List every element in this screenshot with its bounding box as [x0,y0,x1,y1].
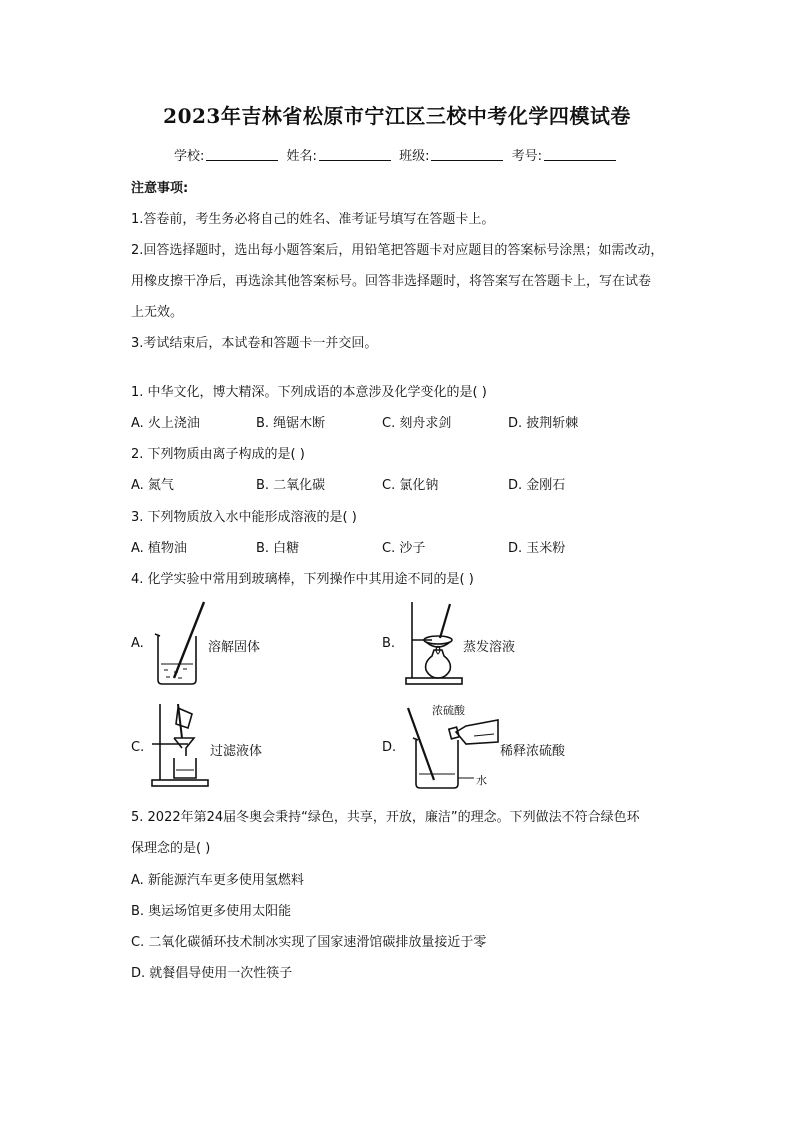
q4-option-b[interactable]: B. [382,636,396,651]
q5-option-a[interactable]: A. 新能源汽车更多使用氢燃料 [131,873,304,888]
q3-option-b[interactable]: B. 白糖 [256,541,300,556]
q3-option-a[interactable]: A. 植物油 [131,541,187,556]
q5-stem-line-1: 5. 2022年第24届冬奥会秉持“绿色，共享，开放，廉洁”的理念。下列做法不符合绿色环 [131,810,640,825]
notice-item-2-line-1: 2.回答选择题时，选出每小题答案后，用铅笔把答题卡对应题目的答案标号涂黑；如需改动， [131,243,664,258]
exam-no-blank[interactable] [544,148,616,161]
q3-option-d[interactable]: D. 玉米粉 [508,541,566,556]
q4-label-d: 稀释浓硫酸 [500,744,566,759]
q4-option-c[interactable]: C. [131,740,145,755]
notice-item-1: 1.答卷前，考生务必将自己的姓名、准考证号填写在答题卡上。 [131,212,495,227]
q5-option-c[interactable]: C. 二氧化碳循环技术制冰实现了国家速滑馆碳排放量接近于零 [131,935,487,950]
q1-stem: 1. 中华文化，博大精深。下列成语的本意涉及化学变化的是( ) [131,385,487,400]
notice-heading: 注意事项: [131,181,189,196]
q2-option-b[interactable]: B. 二氧化碳 [256,478,326,493]
q4-label-b: 蒸发溶液 [463,640,516,655]
q4-option-d[interactable]: D. [382,740,397,755]
q4-label-c: 过滤液体 [210,744,263,759]
beaker-stirring-icon [150,598,210,688]
name-blank[interactable] [319,148,391,161]
q1-option-a[interactable]: A. 火上浇油 [131,416,200,431]
q1-option-d[interactable]: D. 披荆斩棘 [508,416,579,431]
q2-stem: 2. 下列物质由离子构成的是( ) [131,447,305,462]
notice-item-3: 3.考试结束后，本试卷和答题卡一并交回。 [131,336,378,351]
school-label: 学校: [174,149,205,164]
evaporation-setup-icon [402,598,466,690]
filtration-setup-icon [148,700,212,792]
school-blank[interactable] [206,148,278,161]
student-info-line [0,145,794,164]
q2-option-a[interactable]: A. 氮气 [131,478,174,493]
q3-stem: 3. 下列物质放入水中能形成溶液的是( ) [131,510,357,525]
q2-option-c[interactable]: C. 氯化钠 [382,478,439,493]
class-blank[interactable] [431,148,503,161]
q1-option-b[interactable]: B. 绳锯木断 [256,416,326,431]
class-label: 班级: [399,149,430,164]
name-label: 姓名: [286,149,317,164]
q5-stem-line-2: 保理念的是( ) [131,841,211,856]
notice-item-2-line-3: 上无效。 [131,305,184,320]
q4-tag-water: 水 [476,774,487,787]
notice-item-2-line-2: 用橡皮擦干净后，再选涂其他答案标号。回答非选择题时，将答案写在答题卡上，写在试卷 [131,274,652,289]
q1-option-c[interactable]: C. 刻舟求剑 [382,416,452,431]
q3-option-c[interactable]: C. 沙子 [382,541,426,556]
q5-option-d[interactable]: D. 就餐倡导使用一次性筷子 [131,966,293,981]
q4-option-a[interactable]: A. [131,636,144,651]
exam-no-label: 考号: [511,149,542,164]
q4-label-a: 溶解固体 [208,640,261,655]
q4-tag-acid: 浓硫酸 [432,704,465,717]
q2-option-d[interactable]: D. 金刚石 [508,478,566,493]
q4-stem: 4. 化学实验中常用到玻璃棒，下列操作中其用途不同的是( ) [131,572,474,587]
q5-option-b[interactable]: B. 奥运场馆更多使用太阳能 [131,904,292,919]
page-title: 2023年吉林省松原市宁江区三校中考化学四模试卷 [163,104,631,128]
